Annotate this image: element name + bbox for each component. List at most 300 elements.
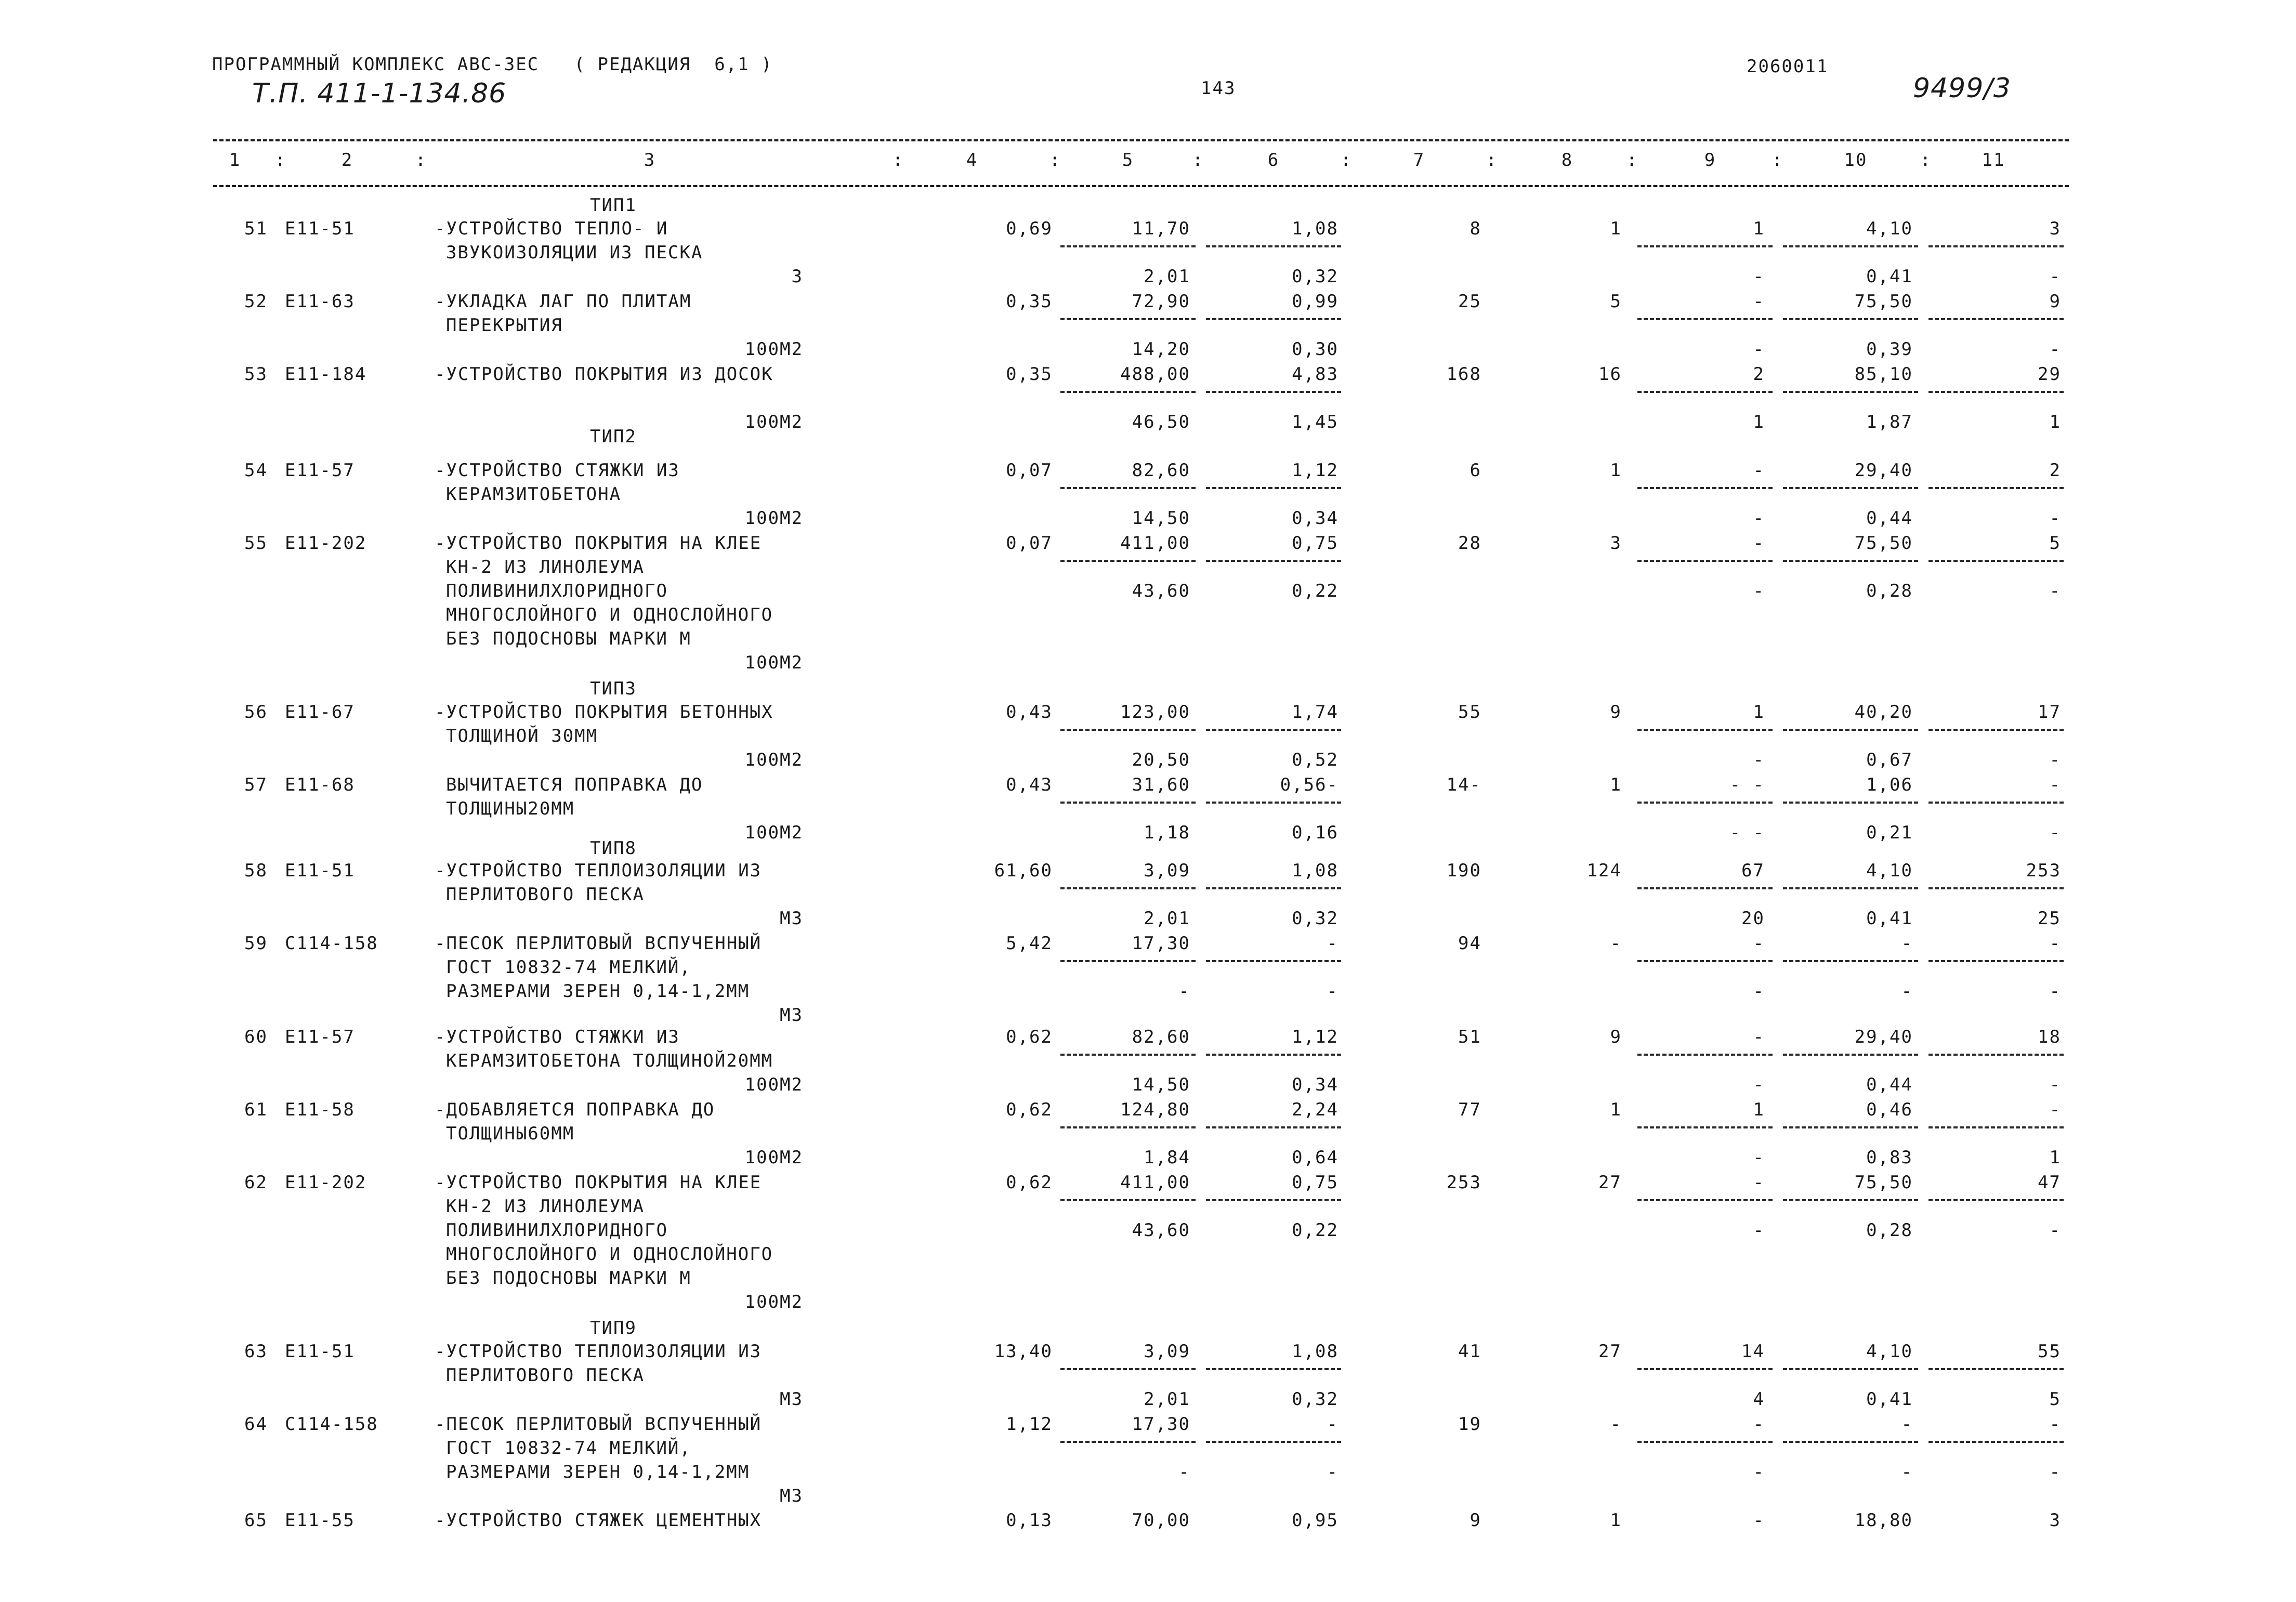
c6-value: 1,74 [1292, 702, 1339, 723]
subtotal-rule [1060, 560, 1196, 562]
c11-value: - [2049, 933, 2061, 954]
work-description: ПЕРЛИТОВОГО ПЕСКА [446, 1365, 645, 1386]
wage-cost: 16 [1598, 364, 1622, 385]
unit-of-measure: М3 [780, 1486, 803, 1506]
c11-subvalue: - [2049, 1462, 2061, 1482]
c10-value: 75,50 [1854, 533, 1913, 554]
c10-value: 4,10 [1866, 860, 1913, 881]
c9-value: 1 [1753, 1099, 1765, 1120]
c6-value: 1,12 [1292, 460, 1339, 481]
subtotal-rule [1783, 729, 1918, 731]
subtotal-rule [1783, 245, 1918, 247]
subtotal-rule [1060, 802, 1196, 804]
rate-code: Е11-51 [285, 860, 355, 881]
c10-subvalue: - [1901, 981, 1913, 1002]
wage-cost: 1 [1610, 218, 1622, 239]
total-cost: 190 [1446, 860, 1481, 881]
c9-value: - [1753, 460, 1765, 481]
work-description: РАЗМЕРАМИ ЗЕРЕН 0,14-1,2ММ [446, 1462, 750, 1482]
total-cost: 253 [1446, 1172, 1481, 1193]
column-number: 11 [1982, 150, 2005, 170]
column-separator: : [1192, 150, 1204, 170]
subtotal-rule [1783, 487, 1918, 489]
work-description: -УСТРОЙСТВО ПОКРЫТИЯ НА КЛЕЕ [435, 533, 762, 554]
c11-subvalue: - [2049, 750, 2061, 770]
subtotal-rule [1206, 729, 1341, 731]
column-number: 4 [966, 150, 978, 170]
row-number: 65 [244, 1510, 268, 1531]
unit-of-measure: 100М2 [744, 508, 803, 529]
subtotal-rule [1637, 960, 1773, 962]
c9-subvalue: 20 [1741, 908, 1765, 929]
row-number: 64 [244, 1414, 268, 1435]
c6-value: 1,12 [1292, 1027, 1339, 1047]
subtotal-rule [1928, 960, 2064, 962]
subtotal-rule [1206, 1126, 1341, 1128]
subtotal-rule [1206, 487, 1341, 489]
work-description: -ПЕСОК ПЕРЛИТОВЫЙ ВСПУЧЕННЫЙ [435, 1414, 762, 1435]
row-number: 61 [244, 1099, 268, 1120]
c9-value: - [1753, 1027, 1765, 1047]
c11-value: 18 [2038, 1027, 2061, 1047]
work-description: -УСТРОЙСТВО ПОКРЫТИЯ БЕТОННЫХ [435, 702, 773, 723]
c5-subvalue: 43,60 [1132, 1220, 1190, 1241]
c10-value: 0,46 [1866, 1099, 1913, 1120]
column-separator: : [1486, 150, 1498, 170]
c5-subvalue: 2,01 [1144, 908, 1190, 929]
c11-subvalue: - [2049, 339, 2061, 360]
c10-value: 4,10 [1866, 218, 1913, 239]
c9-subvalue: - [1753, 508, 1765, 529]
c11-subvalue: - [2049, 822, 2061, 843]
c9-value: - - [1729, 774, 1765, 795]
c10-value: - [1901, 1414, 1913, 1435]
c10-value: 75,50 [1854, 291, 1913, 312]
subtotal-rule [1060, 729, 1196, 731]
wage-cost: 1 [1610, 1099, 1622, 1120]
total-cost: 28 [1458, 533, 1481, 554]
c10-subvalue: 0,41 [1866, 1389, 1913, 1410]
work-description: -УСТРОЙСТВО ТЕПЛОИЗОЛЯЦИИ ИЗ [435, 1341, 762, 1362]
c5-value: 31,60 [1132, 774, 1190, 795]
unit-of-measure: 100М2 [744, 412, 803, 432]
c5-value: 11,70 [1132, 218, 1190, 239]
work-description: РАЗМЕРАМИ ЗЕРЕН 0,14-1,2ММ [446, 981, 750, 1002]
subtotal-rule [1060, 1368, 1196, 1370]
subtotal-rule [1060, 487, 1196, 489]
c11-subvalue: - [2049, 1220, 2061, 1241]
wage-cost: 27 [1598, 1172, 1622, 1193]
total-cost: 55 [1458, 702, 1481, 723]
quantity: 0,62 [1006, 1027, 1053, 1047]
c6-value: 4,83 [1292, 364, 1339, 385]
c11-subvalue: - [2049, 1074, 2061, 1095]
c9-subvalue: - [1753, 581, 1765, 601]
c6-value: 0,75 [1292, 533, 1339, 554]
row-number: 59 [244, 933, 268, 954]
rate-code: Е11-58 [285, 1099, 355, 1120]
subtotal-rule [1783, 391, 1918, 393]
row-number: 57 [244, 774, 268, 795]
subtotal-rule [1206, 1199, 1341, 1201]
subtotal-rule [1206, 245, 1341, 247]
c5-subvalue: 14,20 [1132, 339, 1190, 360]
c5-value: 70,00 [1132, 1510, 1190, 1531]
work-description: КН-2 ИЗ ЛИНОЛЕУМА [446, 557, 645, 577]
c9-value: - [1753, 1172, 1765, 1193]
subtotal-rule [1060, 245, 1196, 247]
c11-subvalue: 1 [2049, 412, 2061, 432]
header-rule-top [213, 139, 2069, 141]
unit-of-measure: 100М2 [744, 1292, 803, 1312]
column-separator: : [1920, 150, 1932, 170]
subtotal-rule [1206, 1368, 1341, 1370]
total-cost: 77 [1458, 1099, 1481, 1120]
c5-subvalue: 14,50 [1132, 508, 1190, 529]
c5-subvalue: 43,60 [1132, 581, 1190, 601]
c10-value: 29,40 [1854, 1027, 1913, 1047]
c5-value: 3,09 [1144, 860, 1190, 881]
c6-subvalue: 0,32 [1292, 1389, 1339, 1410]
work-description: ГОСТ 10832-74 МЕЛКИЙ, [446, 1438, 691, 1459]
wage-cost: 5 [1610, 291, 1622, 312]
unit-of-measure: 100М2 [744, 822, 803, 843]
subtotal-rule [1206, 1441, 1341, 1443]
work-description: МНОГОСЛОЙНОГО И ОДНОСЛОЙНОГО [446, 1244, 773, 1265]
subtotal-rule [1783, 560, 1918, 562]
subtotal-rule [1060, 1441, 1196, 1443]
work-description: КЕРАМЗИТОБЕТОНА [446, 484, 622, 505]
subtotal-rule [1637, 1054, 1773, 1056]
c5-subvalue: - [1178, 981, 1190, 1002]
work-description: -ДОБАВЛЯЕТСЯ ПОПРАВКА ДО [435, 1099, 715, 1120]
work-description: -УКЛАДКА ЛАГ ПО ПЛИТАМ [435, 291, 692, 312]
c6-value: - [1327, 933, 1339, 954]
quantity: 1,12 [1006, 1414, 1053, 1435]
rate-code: Е11-67 [285, 702, 355, 723]
c11-subvalue: 25 [2038, 908, 2061, 929]
work-description: ТОЛЩИНЫ20ММ [446, 798, 575, 819]
c10-value: 29,40 [1854, 460, 1913, 481]
column-number: 10 [1844, 150, 1868, 170]
subtotal-rule [1928, 1054, 2064, 1056]
subtotal-rule [1637, 1199, 1773, 1201]
quantity: 0,62 [1006, 1099, 1053, 1120]
row-number: 53 [244, 364, 268, 385]
column-number: 9 [1704, 150, 1716, 170]
c6-subvalue: 0,22 [1292, 1220, 1339, 1241]
work-description: -УСТРОЙСТВО ПОКРЫТИЯ НА КЛЕЕ [435, 1172, 762, 1193]
rate-code: Е11-63 [285, 291, 355, 312]
quantity: 0,13 [1006, 1510, 1053, 1531]
subtotal-rule [1928, 887, 2064, 889]
column-separator: : [892, 150, 904, 170]
unit-of-measure: 100М2 [744, 339, 803, 360]
c9-subvalue: - [1753, 1462, 1765, 1482]
wage-cost: 3 [1610, 533, 1622, 554]
type-label: ТИП8 [590, 838, 637, 859]
quantity: 61,60 [994, 860, 1053, 881]
c11-value: 253 [2026, 860, 2061, 881]
quantity: 0,35 [1006, 291, 1053, 312]
subtotal-rule [1206, 391, 1341, 393]
c10-subvalue: 0,44 [1866, 1074, 1913, 1095]
wage-cost: - [1610, 933, 1622, 954]
work-description: -УСТРОЙСТВО ПОКРЫТИЯ ИЗ ДОСОК [435, 364, 773, 385]
column-number: 3 [644, 150, 656, 170]
total-cost: 14- [1446, 774, 1481, 795]
subtotal-rule [1060, 318, 1196, 320]
rate-code: С114-158 [285, 1414, 378, 1435]
quantity: 0,07 [1006, 533, 1053, 554]
row-number: 52 [244, 291, 268, 312]
quantity: 0,35 [1006, 364, 1053, 385]
c10-subvalue: 0,39 [1866, 339, 1913, 360]
subtotal-rule [1637, 802, 1773, 804]
c9-subvalue: - [1753, 1220, 1765, 1241]
work-description: ПОЛИВИНИЛХЛОРИДНОГО [446, 1220, 668, 1241]
subtotal-rule [1783, 802, 1918, 804]
quantity: 0,43 [1006, 702, 1053, 723]
c5-value: 17,30 [1132, 1414, 1190, 1435]
wage-cost: 9 [1610, 702, 1622, 723]
c10-value: 1,06 [1866, 774, 1913, 795]
total-cost: 6 [1470, 460, 1481, 481]
subtotal-rule [1783, 1441, 1918, 1443]
rate-code: Е11-57 [285, 1027, 355, 1047]
c5-subvalue: 1,84 [1144, 1147, 1190, 1168]
c9-value: 14 [1741, 1341, 1765, 1362]
c9-value: - [1753, 1510, 1765, 1531]
rate-code: С114-158 [285, 933, 378, 954]
work-description: -УСТРОЙСТВО СТЯЖКИ ИЗ [435, 1027, 680, 1047]
rate-code: Е11-55 [285, 1510, 355, 1531]
c6-subvalue: - [1327, 981, 1339, 1002]
work-description: -УСТРОЙСТВО ТЕПЛО- И [435, 218, 668, 239]
subtotal-rule [1783, 1126, 1918, 1128]
type-label: ТИП1 [590, 195, 637, 216]
c10-subvalue: 0,41 [1866, 908, 1913, 929]
row-number: 63 [244, 1341, 268, 1362]
page-number: 143 [1201, 78, 1236, 99]
c10-subvalue: 0,44 [1866, 508, 1913, 529]
c9-value: 2 [1753, 364, 1765, 385]
work-description: МНОГОСЛОЙНОГО И ОДНОСЛОЙНОГО [446, 605, 773, 625]
total-cost: 51 [1458, 1027, 1481, 1047]
work-description: ПЕРЛИТОВОГО ПЕСКА [446, 884, 645, 905]
wage-cost: 27 [1598, 1341, 1622, 1362]
c11-value: 9 [2049, 291, 2061, 312]
wage-cost: 1 [1610, 460, 1622, 481]
c11-subvalue: - [2049, 508, 2061, 529]
c6-value: 0,95 [1292, 1510, 1339, 1531]
rate-code: Е11-51 [285, 1341, 355, 1362]
quantity: 0,07 [1006, 460, 1053, 481]
subtotal-rule [1928, 560, 2064, 562]
c11-value: 3 [2049, 1510, 2061, 1531]
rate-code: Е11-51 [285, 218, 355, 239]
c11-value: 29 [2038, 364, 2061, 385]
unit-of-measure: 100М2 [744, 750, 803, 770]
subtotal-rule [1783, 887, 1918, 889]
column-separator: : [415, 150, 427, 170]
work-description: ГОСТ 10832-74 МЕЛКИЙ, [446, 957, 691, 978]
subtotal-rule [1783, 1199, 1918, 1201]
rate-code: Е11-68 [285, 774, 355, 795]
c10-value: 85,10 [1854, 364, 1913, 385]
rate-code: Е11-57 [285, 460, 355, 481]
row-number: 58 [244, 860, 268, 881]
c11-value: - [2049, 774, 2061, 795]
c9-subvalue: - [1753, 750, 1765, 770]
c11-value: - [2049, 1414, 2061, 1435]
subtotal-rule [1637, 1126, 1773, 1128]
subtotal-rule [1928, 1199, 2064, 1201]
c9-value: - [1753, 1414, 1765, 1435]
c9-value: 1 [1753, 702, 1765, 723]
quantity: 0,69 [1006, 218, 1053, 239]
work-description: КН-2 ИЗ ЛИНОЛЕУМА [446, 1196, 645, 1217]
c5-subvalue: - [1178, 1462, 1190, 1482]
quantity: 0,62 [1006, 1172, 1053, 1193]
column-number: 2 [341, 150, 353, 170]
wage-cost: 1 [1610, 1510, 1622, 1531]
c6-value: 0,56- [1280, 774, 1339, 795]
row-number: 60 [244, 1027, 268, 1047]
c10-subvalue: 0,21 [1866, 822, 1913, 843]
c5-subvalue: 2,01 [1144, 266, 1190, 287]
c9-subvalue: - [1753, 1147, 1765, 1168]
c5-subvalue: 14,50 [1132, 1074, 1190, 1095]
c10-value: - [1901, 933, 1913, 954]
c11-value: 55 [2038, 1341, 2061, 1362]
c11-value: 2 [2049, 460, 2061, 481]
total-cost: 94 [1458, 933, 1481, 954]
c11-subvalue: - [2049, 981, 2061, 1002]
c9-value: - [1753, 933, 1765, 954]
subtotal-rule [1783, 960, 1918, 962]
c6-subvalue: 0,30 [1292, 339, 1339, 360]
column-number: 5 [1122, 150, 1134, 170]
quantity: 5,42 [1006, 933, 1053, 954]
c10-subvalue: 1,87 [1866, 412, 1913, 432]
work-description: КЕРАМЗИТОБЕТОНА ТОЛЩИНОЙ20ММ [446, 1051, 773, 1071]
subtotal-rule [1637, 1441, 1773, 1443]
work-description: ПОЛИВИНИЛХЛОРИДНОГО [446, 581, 668, 601]
row-number: 56 [244, 702, 268, 723]
c10-subvalue: 0,28 [1866, 581, 1913, 601]
c11-value: - [2049, 1099, 2061, 1120]
column-separator: : [274, 150, 287, 170]
c5-value: 411,00 [1120, 533, 1190, 554]
work-description: -УСТРОЙСТВО СТЯЖКИ ИЗ [435, 460, 680, 481]
c6-subvalue: 0,32 [1292, 908, 1339, 929]
unit-of-measure: М3 [780, 1005, 803, 1026]
quantity: 0,43 [1006, 774, 1053, 795]
rate-code: Е11-184 [285, 364, 367, 385]
c5-value: 488,00 [1120, 364, 1190, 385]
work-description: ЗВУКОИЗОЛЯЦИИ ИЗ ПЕСКА [446, 242, 703, 263]
subtotal-rule [1206, 318, 1341, 320]
column-separator: : [1626, 150, 1638, 170]
c10-subvalue: 0,41 [1866, 266, 1913, 287]
program-line: ПРОГРАММНЫЙ КОМПЛЕКС АВС-ЗЕС ( РЕДАКЦИЯ 6,1 ) [212, 54, 773, 75]
c6-subvalue: 0,32 [1292, 266, 1339, 287]
work-description: -УСТРОЙСТВО СТЯЖЕК ЦЕМЕНТНЫХ [435, 1510, 762, 1531]
c5-value: 72,90 [1132, 291, 1190, 312]
row-number: 62 [244, 1172, 268, 1193]
c11-value: 3 [2049, 218, 2061, 239]
row-number: 54 [244, 460, 268, 481]
subtotal-rule [1928, 729, 2064, 731]
work-description: БЕЗ ПОДОСНОВЫ МАРКИ М [446, 628, 691, 649]
c9-value: - [1753, 533, 1765, 554]
code-number: 2060011 [1747, 56, 1829, 77]
c5-value: 3,09 [1144, 1341, 1190, 1362]
c6-subvalue: 0,16 [1292, 822, 1339, 843]
subtotal-rule [1060, 1126, 1196, 1128]
type-label: ТИП9 [590, 1318, 637, 1338]
unit-of-measure: М3 [780, 1389, 803, 1410]
type-label: ТИП3 [590, 678, 637, 699]
subtotal-rule [1637, 245, 1773, 247]
c6-value: 1,08 [1292, 218, 1339, 239]
c9-subvalue: - [1753, 1074, 1765, 1095]
c5-value: 123,00 [1120, 702, 1190, 723]
c9-value: 1 [1753, 218, 1765, 239]
c10-value: 18,80 [1854, 1510, 1913, 1531]
subtotal-rule [1060, 887, 1196, 889]
c6-subvalue: 0,34 [1292, 1074, 1339, 1095]
work-description: ТОЛЩИНЫ60ММ [446, 1123, 575, 1144]
column-number: 8 [1561, 150, 1573, 170]
c9-subvalue: - [1753, 981, 1765, 1002]
subtotal-rule [1206, 560, 1341, 562]
c5-value: 411,00 [1120, 1172, 1190, 1193]
subtotal-rule [1637, 487, 1773, 489]
work-description: ТОЛЩИНОЙ 30ММ [446, 726, 598, 746]
rate-code: Е11-202 [285, 533, 367, 554]
c10-subvalue: 0,67 [1866, 750, 1913, 770]
total-cost: 8 [1470, 218, 1481, 239]
subtotal-rule [1928, 245, 2064, 247]
wage-cost: 1 [1610, 774, 1622, 795]
subtotal-rule [1060, 960, 1196, 962]
unit-of-measure: М3 [780, 908, 803, 929]
c10-subvalue: - [1901, 1462, 1913, 1482]
unit-of-measure: 100М2 [744, 1147, 803, 1168]
c9-value: 67 [1741, 860, 1765, 881]
total-cost: 168 [1446, 364, 1481, 385]
c5-value: 82,60 [1132, 1027, 1190, 1047]
subtotal-rule [1928, 1126, 2064, 1128]
work-description: ПЕРЕКРЫТИЯ [446, 315, 563, 336]
work-description: -ПЕСОК ПЕРЛИТОВЫЙ ВСПУЧЕННЫЙ [435, 933, 762, 954]
work-description: ВЫЧИТАЕТСЯ ПОПРАВКА ДО [446, 774, 703, 795]
header-rule-bottom [213, 185, 2069, 187]
subtotal-rule [1637, 1368, 1773, 1370]
c6-subvalue: 0,52 [1292, 750, 1339, 770]
c9-subvalue: - - [1729, 822, 1765, 843]
subtotal-rule [1060, 391, 1196, 393]
column-number: 1 [229, 150, 241, 170]
unit-of-measure: 100М2 [744, 652, 803, 673]
subtotal-rule [1783, 1368, 1918, 1370]
total-cost: 9 [1470, 1510, 1481, 1531]
c5-value: 17,30 [1132, 933, 1190, 954]
c6-subvalue: 0,22 [1292, 581, 1339, 601]
c9-subvalue: 1 [1753, 412, 1765, 432]
